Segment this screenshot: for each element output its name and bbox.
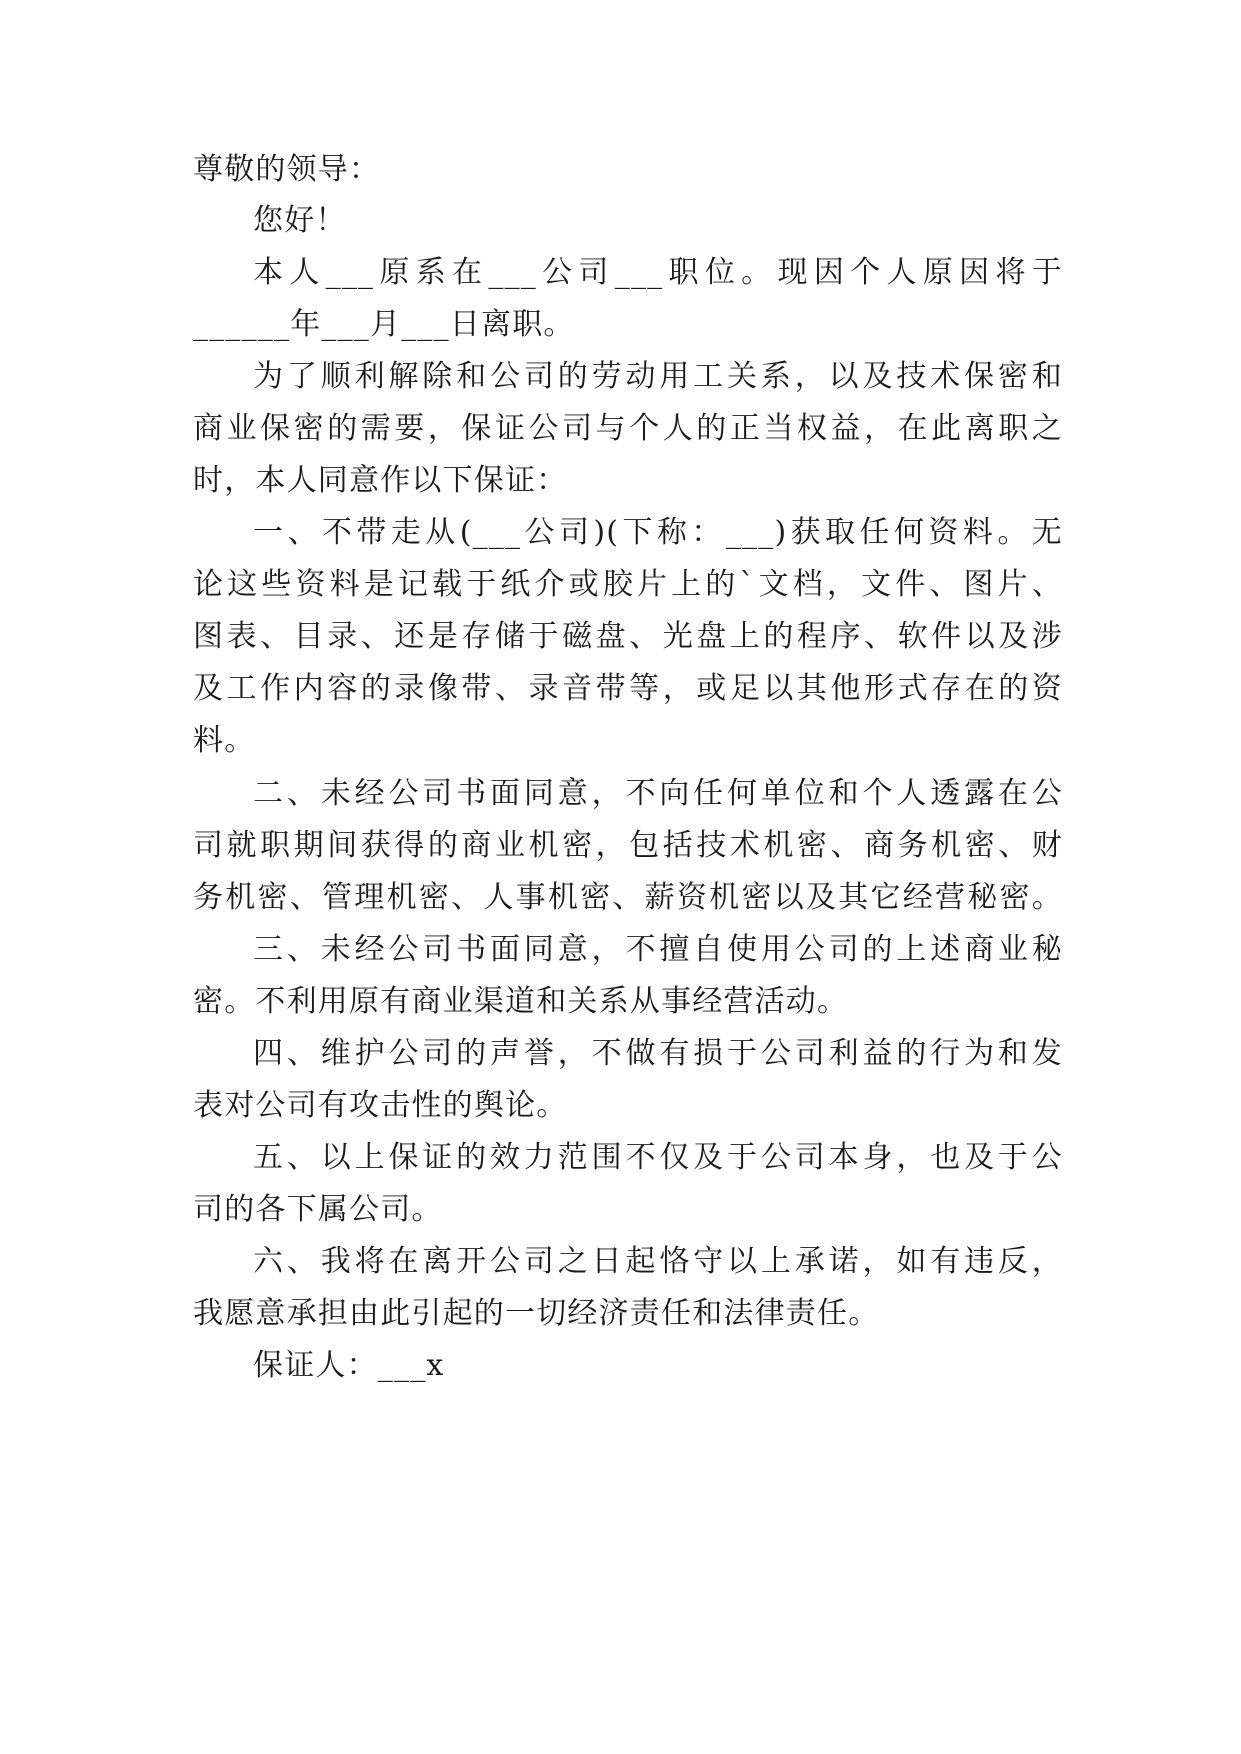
- clause-4-line: 表对公司有攻击性的舆论。: [193, 1088, 568, 1123]
- clause-1-line: 论这些资料是记载于纸介或胶片上的`文档，文件、图片、: [193, 567, 1063, 602]
- paragraph-line: 时，本人同意作以下保证：: [193, 463, 568, 498]
- clause-1-line: 图表、目录、还是存储于磁盘、光盘上的程序、软件以及涉: [193, 619, 1063, 654]
- paragraph-line: 本人___原系在___公司___职位。现因个人原因将于: [253, 255, 1063, 290]
- paragraph-line: 为了顺利解除和公司的劳动用工关系，以及技术保密和: [253, 359, 1063, 394]
- clause-1-line: 一、不带走从(___公司)(下称：___)获取任何资料。无: [253, 515, 1063, 550]
- clause-6-line: 六、我将在离开公司之日起恪守以上承诺，如有违反，: [253, 1244, 1063, 1279]
- clause-1-line: 及工作内容的录像带、录音带等，或足以其他形式存在的资: [193, 671, 1063, 706]
- clause-2-line: 务机密、管理机密、人事机密、薪资机密以及其它经营秘密。: [193, 880, 1063, 915]
- clause-5-line: 五、以上保证的效力范围不仅及于公司本身，也及于公: [253, 1140, 1063, 1175]
- clause-4-line: 四、维护公司的声誉，不做有损于公司利益的行为和发: [253, 1036, 1063, 1071]
- clause-1-line: 料。: [193, 723, 256, 758]
- clause-5-line: 司的各下属公司。: [193, 1192, 443, 1227]
- clause-3-line: 密。不利用原有商业渠道和关系从事经营活动。: [193, 984, 849, 1019]
- clause-2-line: 二、未经公司书面同意，不向任何单位和个人透露在公: [253, 776, 1063, 811]
- clause-3-line: 三、未经公司书面同意，不擅自使用公司的上述商业秘: [253, 932, 1063, 967]
- salutation: 尊敬的领导：: [193, 152, 381, 187]
- paragraph-line: 商业保密的需要，保证公司与个人的正当权益，在此离职之: [193, 411, 1063, 446]
- guarantor-signature-line: 保证人：___x: [253, 1348, 445, 1383]
- greeting: 您好！: [253, 203, 347, 238]
- clause-6-line: 我愿意承担由此引起的一切经济责任和法律责任。: [193, 1296, 880, 1331]
- clause-2-line: 司就职期间获得的商业机密，包括技术机密、商务机密、财: [193, 828, 1063, 863]
- paragraph-line: ______年___月___日离职。: [193, 307, 575, 342]
